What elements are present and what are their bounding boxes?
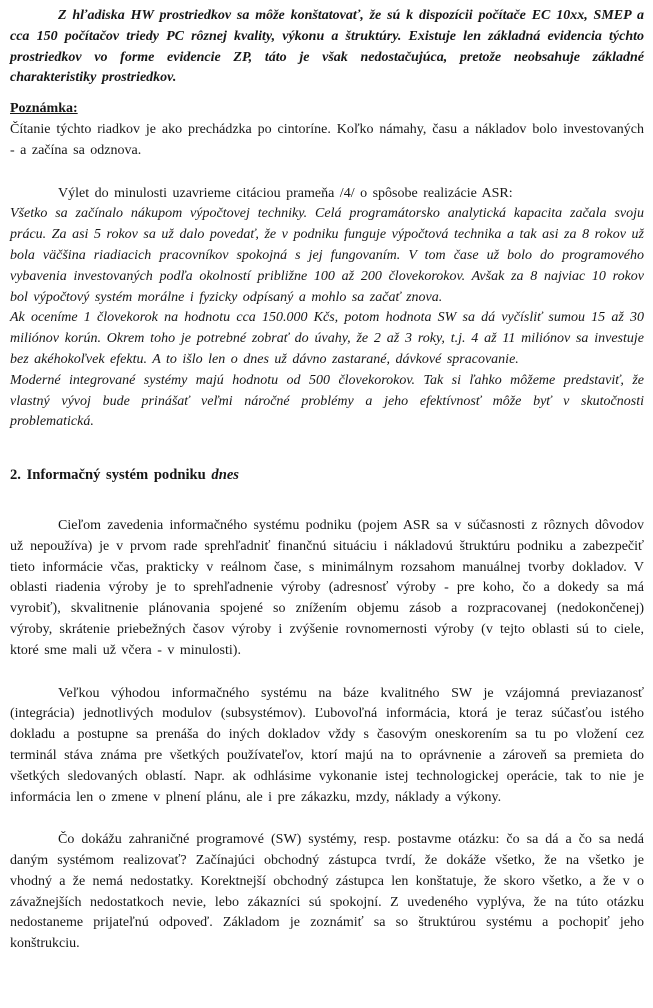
note-body-paragraph: Čítanie týchto riadkov je ako prechádzka po cintoríne. Koľko námahy, času a nákladov bolo investovaných - a začína sa odznova. [10,121,644,158]
opening-quote-paragraph: Z hľadiska HW prostriedkov sa môže konštatovať, že sú k dispozícii počítače EC 10xx, SMEP a cca 150 počítačov triedy PC rôznej kvality, výkonu a štruktúry. Existuje len základná evidencia týchto prostriedkov vo forme evidencie ZP, táto je však nedostačujúca, pretože neobsahuje základné charakteristiky prostriedkov. [10,8,644,86]
note-label [10,99,644,120]
advantage-paragraph: Veľkou výhodou informačného systému na báze kvalitného SW je vzájomná previazanosť (integrácia) jednotlivých modulov (subsystémov). Ľubovoľná informácia, ktorá je teraz súčasťou istého dokladu a postupne sa prenáša do iných dokladov vždy s časovým oneskorením sa tu po vložení cez terminál stáva známa pre všetkých používateľov, ktorí majú na to oprávnenie a zároveň sa premieta do všetkých sledovaných oblastí. Napr. ak odhlásime vykonanie istej technologickej operácie, tak to nie je informácia len o zmene v plnení plánu, ale i pre zákazku, mzdy, náklady a výkony. [10,685,644,805]
section-heading-main: 2. Informačný systém podniku [10,467,206,484]
trip-lead-line: Výlet do minulosti uzavrieme citáciou prameňa /4/ o spôsobe realizácie ASR: [58,185,513,201]
quote-paragraph-1: Všetko sa začínalo nákupom výpočtovej techniky. Celá programátorsko analytická kapacita začala svoju prácu. Za asi 5 rokov sa už dalo povedať, že v podniku funguje výpočtová technika a tak asi za 8 rokov už bola väčšina riadiacich pracovníkov spokojná s jej fungovaním. V tom čase už bolo do programového vybavenia investovaných podľa okolností približne 100 až 200 človekorokov. Avšak za 8 najviac 10 rokov bol výpočtový systém morálne i fyzicky odpísaný a mohlo sa začať znova. [10,206,644,305]
history-quote-block [10,184,644,434]
section-heading [10,465,644,486]
note-label-text: Poznámka: [10,101,78,117]
goal-paragraph: Cieľom zavedenia informačného systému podniku (pojem ASR sa v súčasnosti z rôznych dôvodov už nepoužíva) je v prvom rade sprehľadniť finančnú situáciu i nákladovú štruktúru podniku a zabezpečiť tieto informácie včas, prakticky v reálnom čase, s minimálnym rozsahom manuálnej tvorby dokladov. V oblasti riadenia výroby je to sprehľadnenie výroby (adresnosť výroby - pre koho, čo a dokedy sa má vyrobiť), skvalitnenie plánovania spojené so znížením objemu zásob a rozpracovanej (nedokončenej) výroby, skrátenie priebežných časov výroby i zvýšenie rovnomernosti výroby (v tejto oblasti sú to ciele, ktoré sme mali už včera - v minulosti). [10,517,644,658]
section-heading-emphasis: dnes [211,467,239,484]
foreign-sw-paragraph: Čo dokážu zahraničné programové (SW) systémy, resp. postavme otázku: čo sa dá a čo sa nedá daným systémom realizovať? Začínajúci obchodný zástupca tvrdí, že dokáže všetko, že na všetko je vhodný a že nemá nedostatky. Korektnejší obchodný zástupca len konštatuje, že skoro všetko, a že v o závažnejších nedostatkoch nevie, lebo zákazníci sú spokojní. Z uvedeného vyplýva, že na túto otázku nedostaneme prijateľnú odpoveď. Základom je zoznámiť sa so štruktúrou systému a pochopiť jeho konštrukciu. [10,832,644,952]
quote-paragraph-3: Moderné integrované systémy majú hodnotu od 500 človekorokov. Tak si ľahko môžeme predstaviť, že vlastný vývoj bude prinášať veľmi náročné problémy a jeho efektívnosť môže byť v skutočnosti problematická. [10,372,644,430]
quote-paragraph-2: Ak oceníme 1 človekorok na hodnotu cca 150.000 Kčs, potom hodnota SW sa dá vyčísliť sumou 15 až 30 miliónov korún. Okrem toho je potrebné zobrať do úvahy, že 2 až 3 roky, t.j. 4 až 11 miliónov sa investuje bez akéhokoľvek efektu. A to išlo len o dnes už dávno zastarané, dávkové spracovanie. [10,310,644,367]
